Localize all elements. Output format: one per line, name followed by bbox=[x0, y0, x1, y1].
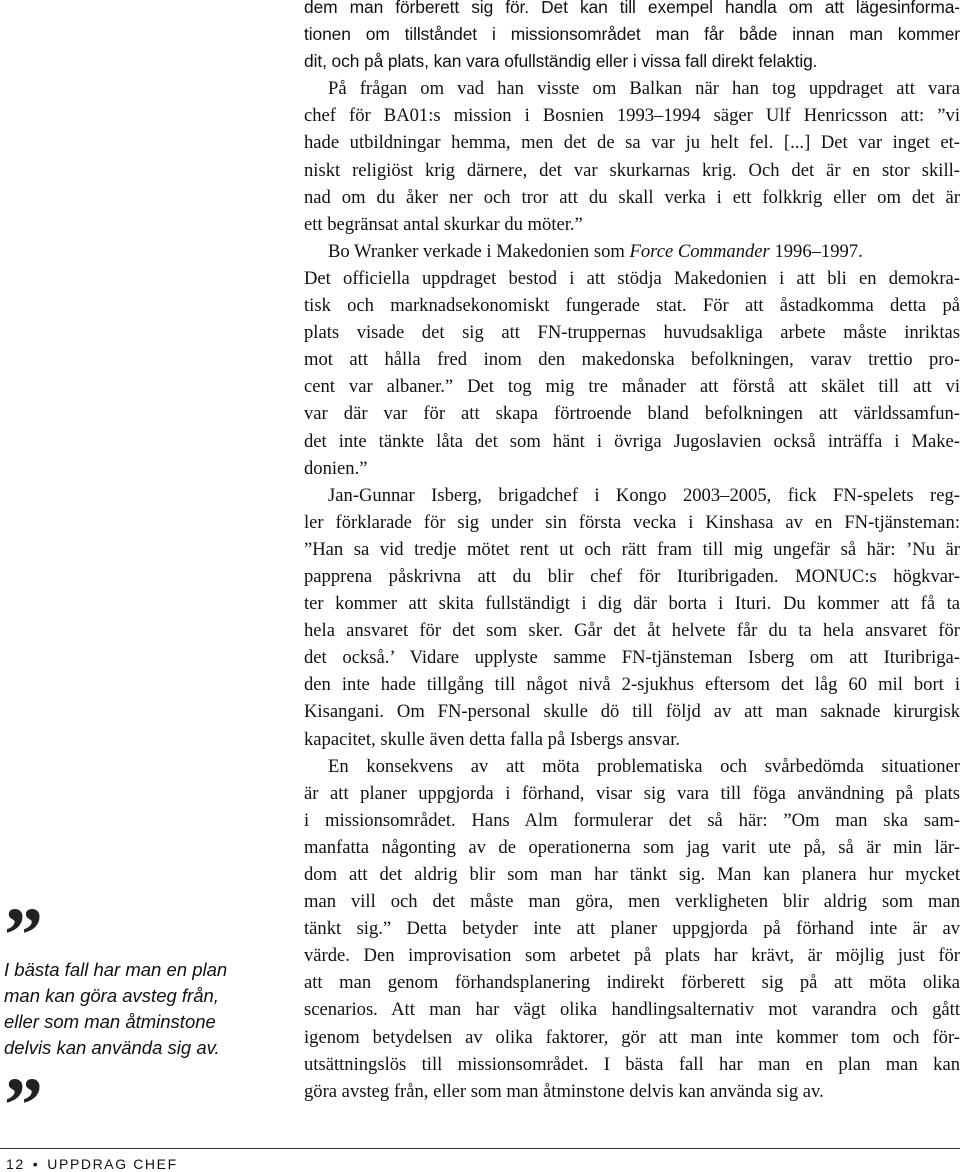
text-line: utsättningslös till missionsområdet. I bästa fall har man en plan man kan bbox=[304, 1053, 960, 1075]
text-line: niskt religiöst krig därnere, det var skurkarnas krig. Och det är en stor skill- bbox=[304, 159, 960, 181]
text-line: i missionsområdet. Hans Alm formulerar det så här: ”Om man ska sam- bbox=[304, 809, 960, 831]
text-line: plats visade det sig att FN-truppernas huvudsakliga arbete måste inriktas bbox=[304, 322, 960, 344]
footer-divider bbox=[0, 1148, 960, 1149]
text-line: manfatta någonting av de operationerna som jag varit ute på, så är min lär- bbox=[304, 836, 960, 858]
text-line: tänkt sig.” Detta betyder inte att planer uppgjorda på förhand inte är av bbox=[304, 918, 960, 940]
text-line: det också.’ Vidare upplyste samme FN-tjänsteman Isberg om att Ituribriga- bbox=[304, 647, 960, 669]
text-line: man vill och det måste man göra, men verkligheten blir aldrig som man bbox=[304, 891, 960, 913]
text-line: Kisangani. Om FN-personal skulle dö till följd av att man saknade kirurgisk bbox=[304, 701, 960, 723]
text-line: kapacitet, skulle även detta falla på Isbergs ansvar. bbox=[304, 728, 681, 750]
text-line: En konsekvens av att möta problematiska och svårbedömda situationer bbox=[328, 755, 960, 777]
text-line: dom att det aldrig blir som man har tänkt sig. Man kan planera hur mycket bbox=[304, 864, 960, 885]
running-footer bbox=[6, 1156, 178, 1172]
text-run-italic: Force Commander bbox=[629, 240, 770, 262]
quote-open-icon: ” bbox=[4, 891, 35, 978]
article-body bbox=[304, 0, 960, 1105]
section-title: UPPDRAG CHEF bbox=[47, 1156, 178, 1172]
text-line: hade utbildningar hemma, men det de sa var ju helt fel. [...] Det var inget et- bbox=[304, 132, 960, 154]
text-line: dem man förberett sig för. Det kan till exempel handla om att lägesinforma- bbox=[304, 0, 960, 17]
text-line: ett begränsat antal skurkar du möter.” bbox=[304, 213, 583, 235]
text-line: scenarios. Att man har vägt olika handlingsalternativ mot varandra och gått bbox=[304, 999, 960, 1021]
text-line: nad om du åker ner och tror att du skall verka i ett folkkrig eller om det är bbox=[304, 186, 960, 208]
text-line: Jan-Gunnar Isberg, brigadchef i Kongo 2003–2005, fick FN-spelets reg- bbox=[328, 484, 960, 506]
text-line: att man genom förhandsplanering indirekt förberett sig på att möta olika bbox=[304, 972, 960, 994]
text-line: donien.” bbox=[304, 457, 368, 479]
text-line: det inte tänkte låta det som hänt i övriga Jugoslavien också inträffa i Make- bbox=[304, 430, 960, 452]
text-line: ler förklarade för sig under sin första vecka i Kinshasa av en FN-tjänsteman: bbox=[304, 511, 960, 533]
text-line: cent var albaner.” Det tog mig tre månader att förstå att skälet till att vi bbox=[304, 376, 960, 398]
text-line: göra avsteg från, eller som man åtminstone delvis kan använda sig av. bbox=[304, 1080, 824, 1102]
pull-quote bbox=[4, 891, 254, 1148]
pull-quote-text: I bästa fall har man en plan man kan göra avsteg från, eller som man åtminstone delvis kan använda sig av. bbox=[4, 959, 228, 1058]
text-run: 1996–1997. bbox=[769, 240, 863, 262]
bullet-separator: • bbox=[32, 1156, 40, 1172]
quote-close-icon: ” bbox=[4, 1061, 35, 1148]
text-line: var där var för att skapa förtroende bland befolkningen att världssamfun- bbox=[304, 403, 960, 425]
text-line bbox=[304, 238, 960, 265]
text-line: mot att hålla fred inom den makedonska befolkningen, varav trettio pro- bbox=[304, 349, 960, 371]
text-line: tionen om tillståndet i missionsområdet man får både innan man kommer bbox=[304, 24, 960, 45]
text-line: är att planer uppgjorda i förhand, visar sig vara till föga användning på plats bbox=[304, 782, 960, 804]
text-line: Det officiella uppdraget bestod i att stödja Makedonien i att bli en demokra- bbox=[304, 267, 960, 289]
page-number: 12 bbox=[6, 1156, 25, 1172]
text-line: chef för BA01:s mission i Bosnien 1993–1994 säger Ulf Henricsson att: ”vi bbox=[304, 105, 960, 127]
text-line: På frågan om vad han visste om Balkan när han tog uppdraget att vara bbox=[328, 78, 960, 100]
text-line: tisk och marknadsekonomiskt fungerade stat. För att åstadkomma detta på bbox=[304, 295, 960, 317]
text-line: hela ansvaret för det som sker. Går det åt helvete får du ta hela ansvaret för bbox=[304, 620, 960, 642]
text-line: värde. Den improvisation som arbetet på plats har krävt, är möjlig just för bbox=[304, 945, 960, 967]
text-line: igenom betydelsen av olika faktorer, gör att man inte kommer tom och för- bbox=[304, 1026, 960, 1048]
text-run: Bo Wranker verkade i Makedonien som bbox=[328, 240, 630, 262]
text-line: den inte hade tillgång till något nivå 2-sjukhus eftersom det låg 60 mil bort i bbox=[304, 674, 960, 696]
text-line: ter kommer att skita fullständigt i dig där borta i Ituri. Du kommer att få ta bbox=[304, 593, 960, 615]
text-line: dit, och på plats, kan vara ofullständig eller i vissa fall direkt felaktig. bbox=[304, 51, 818, 72]
text-line: ”Han sa vid tredje mötet rent ut och rätt fram till mig ungefär så här: ’Nu är bbox=[304, 538, 960, 560]
text-line: papprena påskrivna att du blir chef för Ituribrigaden. MONUC:s högkvar- bbox=[304, 565, 960, 587]
